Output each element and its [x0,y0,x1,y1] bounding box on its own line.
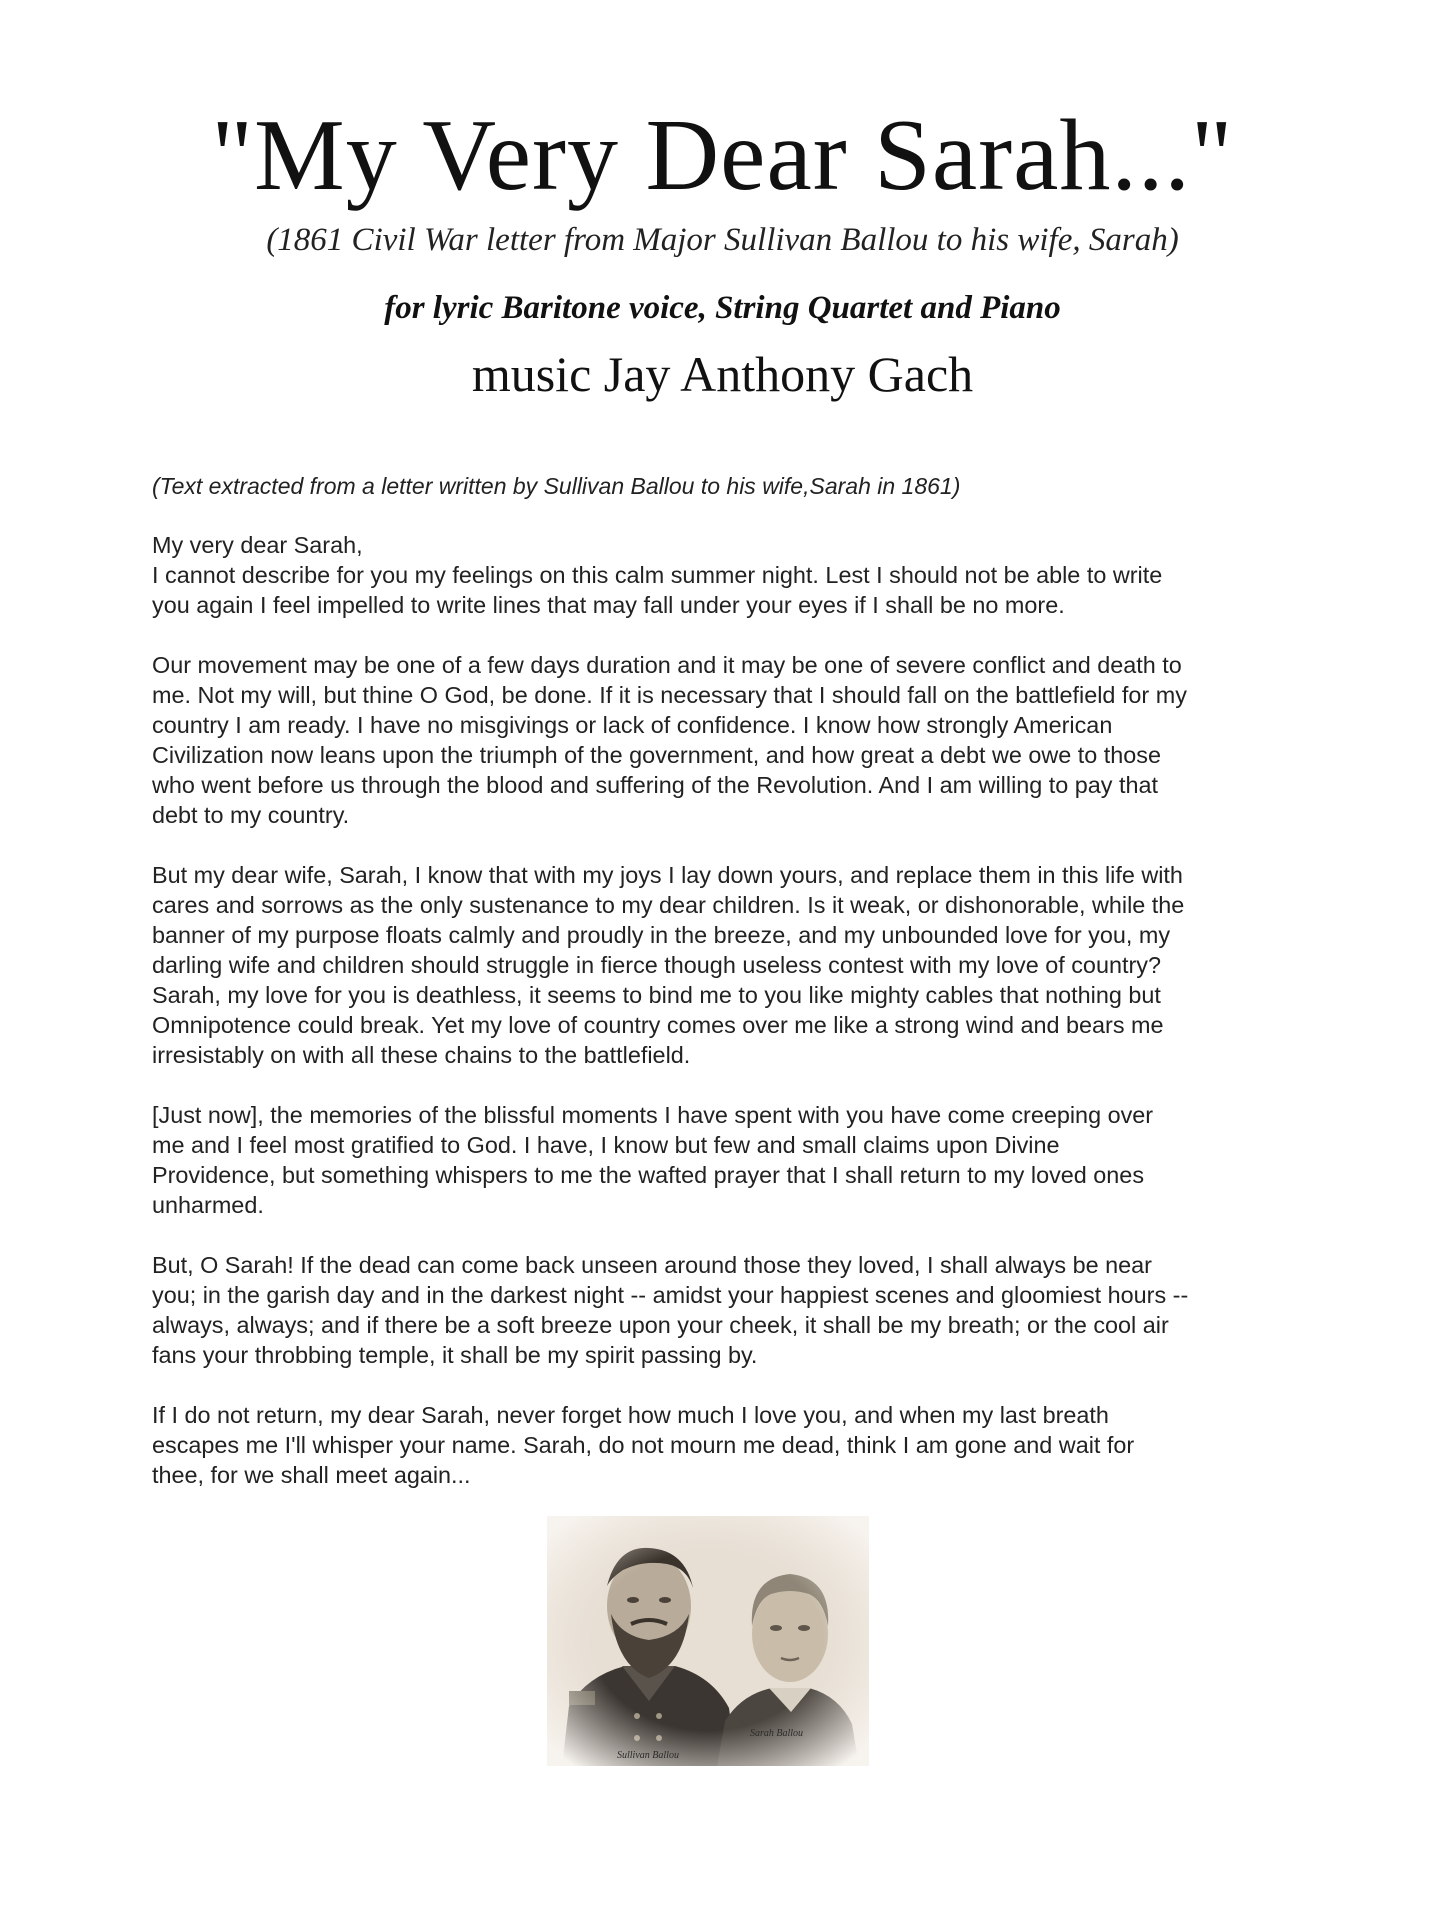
composer-credit: music Jay Anthony Gach [471,346,974,402]
caption-sarah: Sarah Ballou [750,1728,804,1739]
text-line: [Just now], the memories of the blissful moments I have spent with you have come creeping over [152,1102,1154,1128]
page-title: "My Very Dear Sarah..." [211,99,1234,212]
source-note: (Text extracted from a letter written by Sullivan Ballou to his wife,Sarah in 1861) [152,473,961,499]
text-line: If I do not return, my dear Sarah, never forget how much I love you, and when my last breath [152,1402,1109,1428]
text-line: you again I feel impelled to write lines that may fall under your eyes if I shall be no more. [152,592,1065,618]
letter-body [152,530,1302,1520]
text-line: irresistably on with all these chains to the battlefield. [152,1042,691,1068]
text-line: you; in the garish day and in the darkest night -- amidst your happiest scenes and gloomiest hours -- [152,1282,1189,1308]
salutation: My very dear Sarah, [152,532,363,558]
text-line: Omnipotence could break. Yet my love of country comes over me like a strong wind and bears me [152,1012,1164,1038]
text-line: me and I feel most gratified to God. I have, I know but few and small claims upon Divine [152,1132,1060,1158]
text-line: who went before us through the blood and suffering of the Revolution. And I am willing to pay that [152,772,1159,798]
ballou-portraits-photo [547,1516,869,1766]
text-line: unharmed. [152,1192,264,1218]
instrumentation: for lyric Baritone voice, String Quartet and Piano [384,290,1061,326]
text-line: debt to my country. [152,802,350,828]
letter-paragraph-3 [152,860,1302,1070]
text-line: But my dear wife, Sarah, I know that with my joys I lay down yours, and replace them in this life with [152,862,1183,888]
text-line: banner of my purpose floats calmly and proudly in the breeze, and my unbounded love for you, my [152,922,1171,948]
text-line: Sarah, my love for you is deathless, it seems to bind me to you like mighty cables that nothing but [152,982,1161,1008]
letter-paragraph-1 [152,530,1302,620]
portrait-illustration [547,1516,869,1766]
text-line: I cannot describe for you my feelings on this calm summer night. Lest I should not be able to write [152,562,1163,588]
text-line: fans your throbbing temple, it shall be my spirit passing by. [152,1342,758,1368]
caption-sullivan: Sullivan Ballou [617,1750,679,1761]
text-line: me. Not my will, but thine O God, be done. If it is necessary that I should fall on the battlefield for my [152,682,1187,708]
text-line: escapes me I'll whisper your name. Sarah, do not mourn me dead, think I am gone and wait for [152,1432,1135,1458]
letter-paragraph-2 [152,650,1302,830]
text-line: always, always; and if there be a soft breeze upon your cheek, it shall be my breath; or the cool air [152,1312,1169,1338]
text-line: country I am ready. I have no misgivings or lack of confidence. I know how strongly American [152,712,1113,738]
text-line: darling wife and children should struggle in fierce though useless contest with my love of country? [152,952,1161,978]
text-line: Our movement may be one of a few days duration and it may be one of severe conflict and death to [152,652,1182,678]
text-line: Providence, but something whispers to me the wafted prayer that I shall return to my loved ones [152,1162,1145,1188]
letter-paragraph-6 [152,1400,1302,1490]
text-line: But, O Sarah! If the dead can come back unseen around those they loved, I shall always be near [152,1252,1152,1278]
letter-paragraph-4 [152,1100,1302,1220]
letter-paragraph-5 [152,1250,1302,1370]
text-line: Civilization now leans upon the triumph of the government, and how great a debt we owe to those [152,742,1162,768]
text-line: thee, for we shall meet again... [152,1462,471,1488]
text-line: cares and sorrows as the only sustenance to my dear children. Is it weak, or dishonorable, while the [152,892,1185,918]
subtitle: (1861 Civil War letter from Major Sullivan Ballou to his wife, Sarah) [266,222,1179,258]
